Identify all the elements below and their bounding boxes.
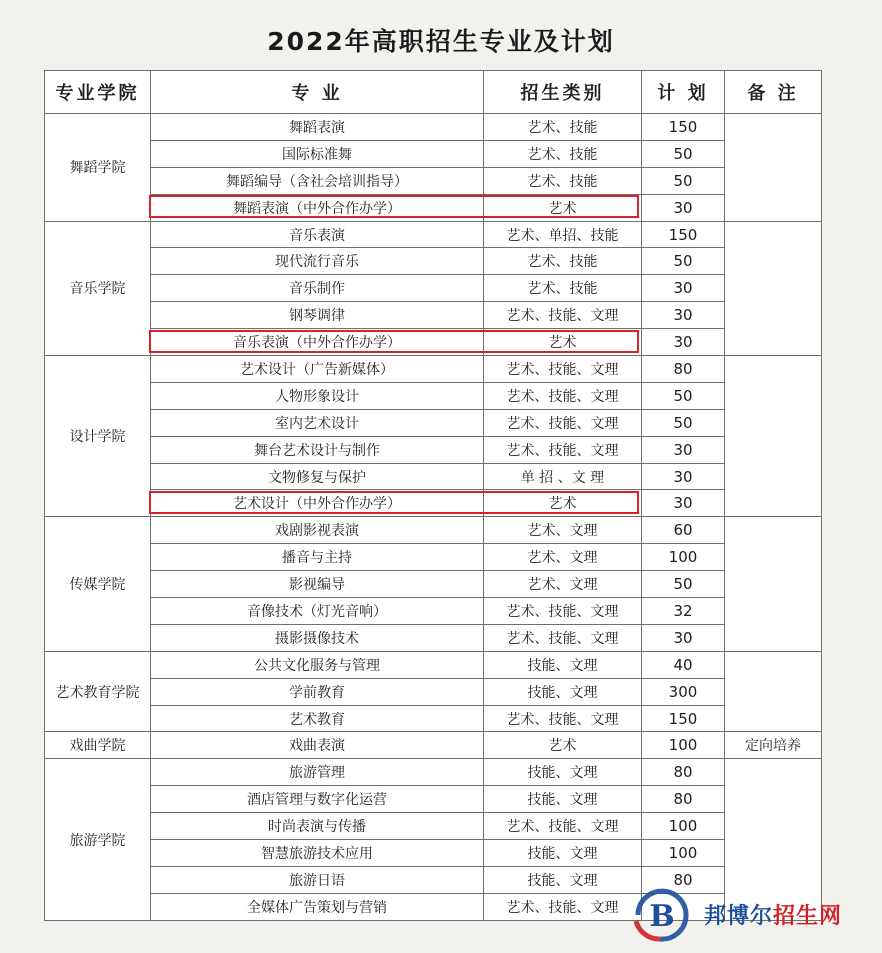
watermark-text-b: 招生网 [773, 904, 843, 929]
table-header-row [45, 71, 822, 114]
major-cell: 艺术设计（中外合作办学） [151, 490, 484, 517]
major-cell: 钢琴调律 [151, 302, 484, 329]
category-cell: 艺术 [484, 732, 642, 759]
plan-cell: 150 [642, 705, 725, 732]
category-cell: 艺术、技能、文理 [484, 705, 642, 732]
major-cell: 音像技术（灯光音响） [151, 598, 484, 625]
table-row [45, 248, 822, 275]
table-row [45, 114, 822, 141]
plan-cell: 30 [642, 624, 725, 651]
major-cell: 酒店管理与数字化运营 [151, 786, 484, 813]
note-cell [725, 114, 822, 222]
plan-cell: 50 [642, 571, 725, 598]
plan-cell: 40 [642, 651, 725, 678]
major-cell: 艺术教育 [151, 705, 484, 732]
category-cell: 艺术、技能 [484, 114, 642, 141]
category-cell: 艺术、文理 [484, 571, 642, 598]
college-cell: 艺术教育学院 [45, 651, 151, 732]
table-row [45, 382, 822, 409]
plan-cell: 150 [642, 114, 725, 141]
plan-cell: 80 [642, 356, 725, 383]
table-row [45, 490, 822, 517]
table-row [45, 598, 822, 625]
table-row [45, 329, 822, 356]
plan-cell: 150 [642, 221, 725, 248]
college-cell: 设计学院 [45, 356, 151, 517]
category-cell: 艺术、技能 [484, 248, 642, 275]
category-cell: 技能、文理 [484, 866, 642, 893]
major-cell: 智慧旅游技术应用 [151, 840, 484, 867]
category-cell: 艺术、技能、文理 [484, 624, 642, 651]
plan-cell: 30 [642, 275, 725, 302]
college-cell: 音乐学院 [45, 221, 151, 355]
major-cell: 播音与主持 [151, 544, 484, 571]
category-cell: 艺术、技能、文理 [484, 598, 642, 625]
major-cell: 人物形象设计 [151, 382, 484, 409]
note-cell [725, 356, 822, 517]
major-cell: 音乐表演 [151, 221, 484, 248]
table-row [45, 356, 822, 383]
table-row [45, 436, 822, 463]
note-cell: 定向培养 [725, 732, 822, 759]
college-cell: 舞蹈学院 [45, 114, 151, 222]
plan-cell: 30 [642, 329, 725, 356]
table-row [45, 140, 822, 167]
major-cell: 文物修复与保护 [151, 463, 484, 490]
plan-cell: 30 [642, 302, 725, 329]
category-cell: 艺术、技能、文理 [484, 409, 642, 436]
category-cell: 艺术、技能、文理 [484, 302, 642, 329]
plan-cell: 50 [642, 409, 725, 436]
table-row [45, 167, 822, 194]
major-cell: 国际标准舞 [151, 140, 484, 167]
college-cell: 戏曲学院 [45, 732, 151, 759]
major-cell: 现代流行音乐 [151, 248, 484, 275]
plan-cell: 80 [642, 759, 725, 786]
category-cell: 艺术、技能、文理 [484, 436, 642, 463]
table-row [45, 571, 822, 598]
enrollment-plan-table [44, 70, 822, 921]
watermark-logo-icon [630, 885, 696, 945]
watermark-logo-letter: B [649, 899, 675, 934]
plan-cell: 100 [642, 544, 725, 571]
table-row [45, 194, 822, 221]
plan-cell: 80 [642, 866, 725, 893]
category-cell: 技能、文理 [484, 678, 642, 705]
plan-cell: 30 [642, 490, 725, 517]
plan-cell: 300 [642, 678, 725, 705]
category-cell: 艺术、技能、文理 [484, 356, 642, 383]
header-note: 备 注 [725, 71, 822, 114]
category-cell: 艺术、技能、文理 [484, 813, 642, 840]
major-cell: 舞蹈编导（含社会培训指导） [151, 167, 484, 194]
table-row [45, 813, 822, 840]
category-cell: 艺术 [484, 194, 642, 221]
category-cell: 艺术、技能、文理 [484, 382, 642, 409]
table-row [45, 705, 822, 732]
major-cell: 戏曲表演 [151, 732, 484, 759]
category-cell: 艺术、技能 [484, 167, 642, 194]
category-cell: 艺术、技能 [484, 275, 642, 302]
table-row [45, 544, 822, 571]
watermark-text-a: 邦博尔 [704, 904, 774, 929]
table-row [45, 759, 822, 786]
plan-cell: 32 [642, 598, 725, 625]
major-cell: 旅游日语 [151, 866, 484, 893]
plan-cell: 30 [642, 463, 725, 490]
major-cell: 音乐表演（中外合作办学） [151, 329, 484, 356]
table-row [45, 275, 822, 302]
plan-cell: 30 [642, 194, 725, 221]
major-cell: 戏剧影视表演 [151, 517, 484, 544]
header-category: 招生类别 [484, 71, 642, 114]
major-cell: 舞蹈表演（中外合作办学） [151, 194, 484, 221]
table-row [45, 840, 822, 867]
category-cell: 艺术 [484, 490, 642, 517]
table-row [45, 624, 822, 651]
category-cell: 技能、文理 [484, 840, 642, 867]
category-cell: 单 招 、文 理 [484, 463, 642, 490]
major-cell: 旅游管理 [151, 759, 484, 786]
page-title: 2022年高职招生专业及计划 [267, 27, 615, 56]
major-cell: 艺术设计（广告新媒体） [151, 356, 484, 383]
plan-cell: 50 [642, 140, 725, 167]
plan-cell: 50 [642, 167, 725, 194]
header-plan: 计 划 [642, 71, 725, 114]
major-cell: 全媒体广告策划与营销 [151, 893, 484, 920]
table-row [45, 221, 822, 248]
table-row [45, 409, 822, 436]
category-cell: 艺术、文理 [484, 517, 642, 544]
major-cell: 摄影摄像技术 [151, 624, 484, 651]
category-cell: 艺术、技能 [484, 140, 642, 167]
major-cell: 音乐制作 [151, 275, 484, 302]
table-row [45, 678, 822, 705]
category-cell: 艺术、技能、文理 [484, 893, 642, 920]
major-cell: 公共文化服务与管理 [151, 651, 484, 678]
header-college: 专业学院 [45, 71, 151, 114]
table-row [45, 517, 822, 544]
table-row [45, 651, 822, 678]
major-cell: 舞蹈表演 [151, 114, 484, 141]
plan-cell: 100 [642, 732, 725, 759]
college-cell: 旅游学院 [45, 759, 151, 920]
watermark-text [704, 899, 842, 930]
major-cell: 室内艺术设计 [151, 409, 484, 436]
category-cell: 艺术、单招、技能 [484, 221, 642, 248]
table-row [45, 732, 822, 759]
plan-cell: 50 [642, 248, 725, 275]
college-cell: 传媒学院 [45, 517, 151, 651]
table-row [45, 786, 822, 813]
table-row [45, 302, 822, 329]
category-cell: 技能、文理 [484, 759, 642, 786]
plan-cell: 100 [642, 840, 725, 867]
table-body [45, 114, 822, 921]
watermark [630, 885, 875, 945]
header-major: 专 业 [151, 71, 484, 114]
table-row [45, 463, 822, 490]
note-cell [725, 221, 822, 355]
category-cell: 技能、文理 [484, 786, 642, 813]
major-cell: 舞台艺术设计与制作 [151, 436, 484, 463]
plan-cell: 50 [642, 382, 725, 409]
note-cell [725, 651, 822, 732]
category-cell: 技能、文理 [484, 651, 642, 678]
major-cell: 学前教育 [151, 678, 484, 705]
major-cell: 影视编导 [151, 571, 484, 598]
plan-cell: 80 [642, 786, 725, 813]
plan-cell: 60 [642, 517, 725, 544]
note-cell [725, 517, 822, 651]
category-cell: 艺术 [484, 329, 642, 356]
plan-cell: 30 [642, 436, 725, 463]
category-cell: 艺术、文理 [484, 544, 642, 571]
plan-cell: 100 [642, 813, 725, 840]
major-cell: 时尚表演与传播 [151, 813, 484, 840]
